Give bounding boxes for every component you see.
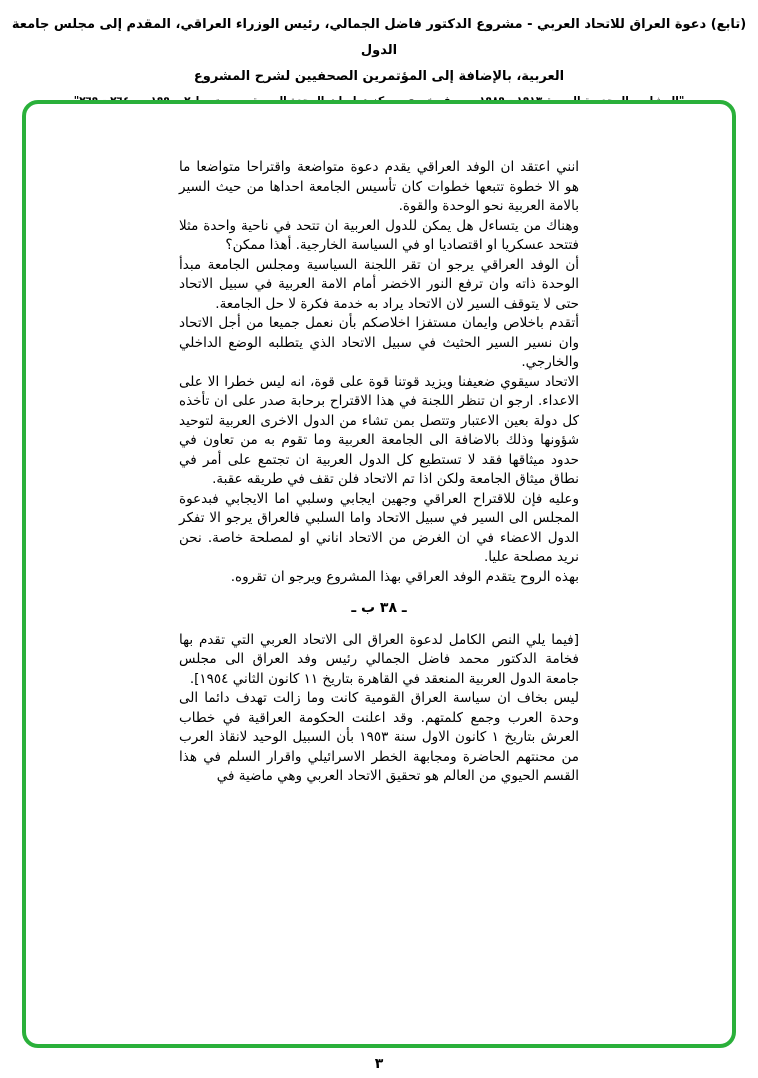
paragraph: انني اعتقد ان الوفد العراقي يقدم دعوة متواضعة واقتراحا متواضعا ما هو الا خطوة تتبعها خطوات كان تأسيس الجامعة احداها من حيث السير بالامة العربية نحو الوحدة والقوة. bbox=[179, 159, 579, 214]
paragraph: الاتحاد سيقوي ضعيفنا ويزيد قوتنا قوة على قوة، انه ليس خطرا الا على الاعداء. ارجو ان تنظر اللجنة في هذا الاقتراح برحابة صدر على ان تأخذه كل دولة بعين الاعتبار وتتصل بمن تشاء من الدول الاخرى العربية لتوحيد شؤونها وذلك بالاضافة الى الجامعة العربية وما تقوم به من تعاون في حدود ميثاقها فقد لا تستطيع كل الدول العربية ان تجتمع على أمر في نطاق ميثاق الجامعة ولكن اذا تم الاتحاد فلن تقف في طريقه عقبة. bbox=[179, 373, 579, 487]
page-number: ٣ bbox=[374, 1056, 384, 1072]
paragraph: بهذه الروح يتقدم الوفد العراقي بهذا المشروع ويرجو ان تقروه. bbox=[230, 568, 579, 585]
paragraph: ليس بخاف ان سياسة العراق القومية كانت وما زالت تهدف دائما الى وحدة العرب وجمع كلمتهم. وقد اعلنت الحكومة العراقية في خطاب العرش بتاريخ ١ كانون الاول سنة ١٩٥٣ بأن السبيل الوحيد لانقاذ العرب من محنتهم الحاضرة ومجابهة الخطر الاسرائيلي واقرار السلم في هذا القسم الحيوي من العالم هو تحقيق الاتحاد العربي وهي ماضية في bbox=[179, 690, 579, 784]
paragraph: وعليه فإن للاقتراح العراقي وجهين ايجابي وسلبي اما الايجابي فبدعوة المجلس الى السير في سبيل الاتحاد واما السلبي فالعراق يرجو الا تفكر الدول الاعضاء في ان الغرض من الاتحاد اناني او لمصلحة خاصة. نحن نريد مصلحة عليا. bbox=[179, 490, 579, 565]
paragraph: [فيما يلي النص الكامل لدعوة العراق الى الاتحاد العربي التي تقدم بها فخامة الدكتور محمد فاضل الجمالي رئيس وفد العراق الى مجلس جامعة الدول العربية المنعقد في القاهرة بتاريخ ١١ كانون الثاني ١٩٥٤]. bbox=[179, 631, 579, 687]
header-title-line-2: العربية، بالإضافة إلى المؤتمرين الصحفيين لشرح المشروع bbox=[193, 69, 565, 84]
paragraph: أتقدم باخلاص وايمان مستفزا اخلاصكم بأن نعمل جميعا من أجل الاتحاد وان نسير السير الحثيث في سبيل الاتحاد الذي يتطلبه الوضع الداخلي والخارجي. bbox=[179, 315, 579, 370]
page-border-frame bbox=[22, 100, 736, 1048]
document-header bbox=[0, 0, 758, 111]
body-text-column bbox=[179, 158, 579, 787]
section-heading: ـ ٣٨ ب ـ bbox=[351, 600, 407, 616]
paragraph: أن الوفد العراقي يرجو ان تقر اللجنة السياسية ومجلس الجامعة مبدأ الوحدة ذاته وان ترفع النور الاخضر أمام الامة العربية في سبيل الاتحاد حتى لا يتوقف السير لان الاتحاد يراد به خدمة فكرة لا حل الجامعة. bbox=[179, 256, 579, 312]
paragraph: وهناك من يتساءل هل يمكن للدول العربية ان تتحد في ناحية واحدة مثلا فتتحد عسكريا او اقتصاديا او في السياسة الخارجية. أهذا ممكن؟ bbox=[179, 217, 579, 253]
header-title-line-1: (تابع) دعوة العراق للاتحاد العربي - مشروع الدكتور فاضل الجمالي، رئيس الوزراء العراقي، المقدم إلى مجلس جامعة الدول bbox=[11, 17, 747, 58]
